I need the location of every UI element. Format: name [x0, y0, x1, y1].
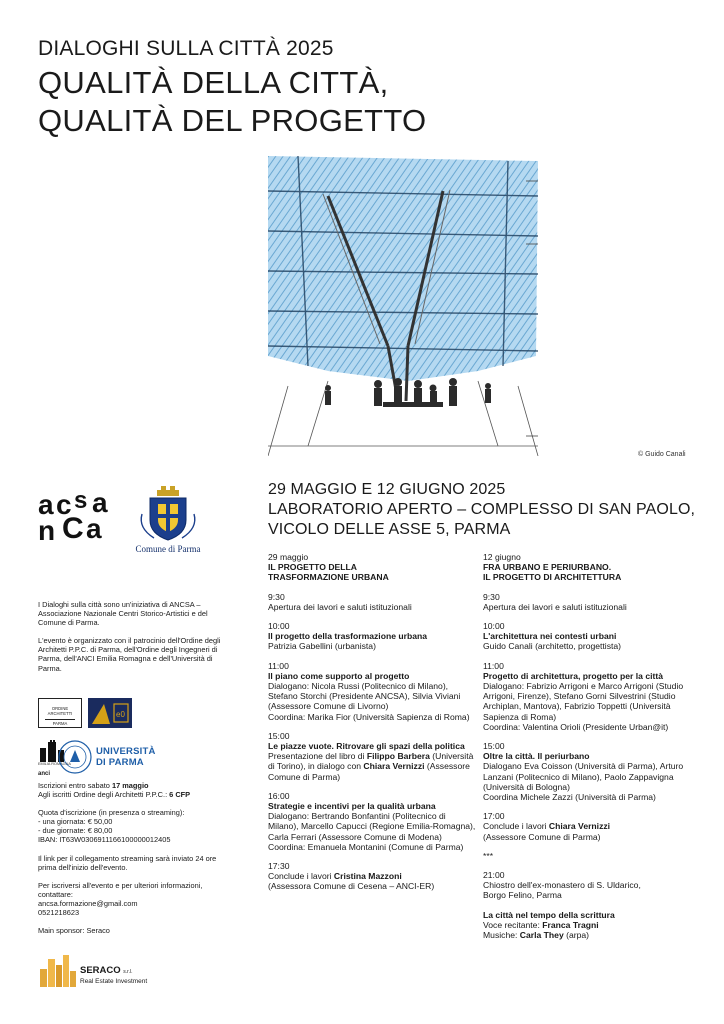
day2-s5-time: 17:00	[483, 811, 505, 822]
day2-s2-text: Guido Canali (architetto, progettista)	[483, 641, 622, 652]
day1-s5-text: Dialogano: Bertrando Bonfantini (Politecnico di Milano), Marcello Capucci (Regione Emilia-Romagna), Carla Ferrari (Assessore Comune di Modena)	[268, 811, 476, 842]
fee-two-days: - due giornate: € 80,00	[38, 826, 113, 836]
day2-s1-time: 9:30	[483, 591, 500, 602]
day2-s7-voice: Voce recitante: Franca Tragni	[483, 919, 599, 930]
day2-s4-time: 15:00	[483, 741, 505, 752]
day2-s3-text: Dialogano: Fabrizio Arrigoni e Marco Arrigoni (Studio Arrigoni, Firenze), Stefano Gorni Silvestrini (Studio Archiplan, Mantova), Fabrizio Toppetti (Università Sapienza di Roma)	[483, 681, 684, 722]
patron-logos-row2: EMILIA ROMAGNA anci UNIVERSITÀ DI PARMA	[38, 740, 198, 776]
day1-title-line2: TRASFORMAZIONE URBANA	[268, 572, 389, 583]
event-info	[268, 480, 698, 540]
program-day1	[268, 552, 476, 892]
comune-di-parma-logo	[128, 484, 208, 554]
poster-header	[38, 36, 688, 140]
main-title-line1: QUALITÀ DELLA CITTÀ,	[38, 65, 389, 100]
cfp-credits: Agli iscritti Ordine degli Architetti P.P.C.: 6 CFP	[38, 790, 191, 800]
enroll-deadline: Iscrizioni entro sabato 17 maggio	[38, 781, 149, 790]
day1-s2-text: Patrizia Gabellini (urbanista)	[268, 641, 376, 652]
event-dates: 29 MAGGIO E 12 GIUGNO 2025	[268, 481, 506, 498]
day1-s4-time: 15:00	[268, 730, 290, 741]
day1-date: 29 maggio	[268, 552, 309, 562]
day2-s6-place1: Chiostro dell'ex-monastero di S. Uldarico,	[483, 880, 641, 891]
day2-s4-title: Oltre la città. Il periurbano	[483, 751, 590, 762]
universita-line1: UNIVERSITÀ	[96, 746, 156, 757]
contact-intro: Per iscriversi all'evento e per ulteriori informazioni, contattare:	[38, 880, 203, 899]
day2-date: 12 giugno	[483, 552, 521, 562]
parma-crest-icon	[128, 484, 208, 542]
day1-s5-time: 16:00	[268, 790, 290, 801]
day2-s4-text: Dialogano Eva Coisson (Università di Parma), Arturo Lanzani (Politecnico di Milano), Paolo Zappavigna (Università di Bologna)	[483, 761, 684, 792]
day1-s3-title: Il piano come supporto al progetto	[268, 670, 410, 681]
info-column	[38, 600, 233, 682]
day1-title-line1: IL PROGETTO DELLA	[268, 562, 357, 573]
svg-text:C: C	[62, 512, 84, 542]
day1-s3-time: 11:00	[268, 660, 289, 671]
sponsor-subtitle: Real Estate Investment	[80, 978, 148, 985]
svg-text:c: c	[56, 490, 71, 520]
fee-one-day: - una giornata: € 50,00	[38, 817, 113, 827]
series-title: DIALOGHI SULLA CITTÀ 2025	[38, 37, 334, 60]
svg-text:n: n	[38, 515, 56, 542]
day2-s3-title: Progetto di architettura, progetto per la città	[483, 670, 664, 681]
patron-logos-row1	[38, 698, 148, 730]
day1-s1-text: Apertura dei lavori e saluti istituzionali	[268, 601, 412, 612]
day1-s2-title: Il progetto della trasformazione urbana	[268, 631, 428, 642]
intro-text: I Dialoghi sulla città sono un'iniziativa di ANCSA – Associazione Nazionale Centri Storico-Artistici e del Comune di Parma.	[38, 600, 208, 628]
patronage-text: L'evento è organizzato con il patrocinio dell'Ordine degli Architetti P.P.C. di Parma, dell'Ordine degli Ingegneri di Parma, dell'ANCI Emilia Romagna e dell'Università di Parma.	[38, 636, 221, 673]
seraco-skyline-icon	[38, 953, 78, 989]
enrollment-info	[38, 781, 233, 935]
day1-s6-time: 17:30	[268, 861, 290, 872]
day2-s3-time: 11:00	[483, 660, 504, 671]
venue-line2: VICOLO DELLE ASSE 5, PARMA	[268, 521, 511, 538]
program-day2	[483, 552, 698, 940]
day2-s6-time: 21:00	[483, 870, 505, 881]
day2-s5-text: Conclude i lavori Chiara Vernizzi	[483, 821, 611, 832]
iban: IBAN: IT63W0306911166100000012405	[38, 835, 171, 845]
svg-text:a: a	[92, 490, 108, 518]
day1-s4-text: Presentazione del libro di Filippo Barbera (Università di Torino), in dialogo con Chiara Vernizzi (Assessore Comune di Parma)	[268, 751, 474, 782]
main-sponsor: Main sponsor: Seraco	[38, 926, 110, 936]
separator: ***	[483, 850, 494, 861]
day2-s5-role: (Assessore Comune di Parma)	[483, 831, 601, 842]
ordine-ingegneri-logo	[88, 698, 132, 728]
seraco-logo: SERACO s.r.l. Real Estate Investment	[38, 953, 198, 989]
day1-s6-role: (Assessora Comune di Cesena – ANCI-ER)	[268, 881, 435, 892]
day2-s7-title: La città nel tempo della scrittura	[483, 909, 615, 920]
day1-s2-time: 10:00	[268, 621, 290, 632]
day2-s6-place2: Borgo Felino, Parma	[483, 890, 562, 901]
day1-s1-time: 9:30	[268, 591, 285, 602]
day2-title-line1: FRA URBANO E PERIURBANO.	[483, 562, 612, 573]
ordine-architetti-logo: ORDINE ARCHITETTI PARMA	[38, 698, 82, 728]
university-seal-icon	[58, 740, 92, 774]
architectural-sketch	[268, 156, 548, 456]
streaming-note: Il link per il collegamento streaming sarà inviato 24 ore prima dell'inizio dell'evento.	[38, 853, 217, 872]
day1-s3-text: Dialogano: Nicola Russi (Politecnico di Milano), Stefano Storchi (Presidente ANCSA), Silvia Viviani (Assessore Comune di Livorno)	[268, 681, 461, 712]
comune-di-parma-text: Comune di Parma	[135, 544, 201, 554]
day2-s1-text: Apertura dei lavori e saluti istituzionali	[483, 601, 627, 612]
day2-title-line2: IL PROGETTO DI ARCHITETTURA	[483, 572, 622, 583]
main-title-line2: QUALITÀ DEL PROGETTO	[38, 103, 427, 138]
image-credit: © Guido Canali	[638, 451, 686, 458]
day2-s2-time: 10:00	[483, 621, 505, 632]
ancsa-logo	[38, 490, 122, 542]
day1-s5-title: Strategie e incentivi per la qualità urbana	[268, 801, 436, 812]
svg-text:a: a	[86, 513, 102, 542]
universita-line2: DI PARMA	[96, 757, 144, 768]
day1-s3-coord: Coordina: Marika Fior (Università Sapienza di Roma)	[268, 711, 470, 722]
sponsor-name: SERACO	[80, 965, 121, 976]
svg-text:e0: e0	[116, 710, 125, 719]
contact-email[interactable]: ancsa.formazione@gmail.com	[38, 898, 138, 908]
anci-brand: anci	[38, 771, 51, 777]
venue-line1: LABORATORIO APERTO – COMPLESSO DI SAN PAOLO,	[268, 501, 696, 518]
day2-s2-title: L'architettura nei contesti urbani	[483, 631, 617, 642]
day2-s7-music: Musiche: Carla They (arpa)	[483, 930, 590, 941]
fee-title: Quota d'iscrizione (in presenza o streaming):	[38, 808, 185, 818]
contact-phone: 0521218623	[38, 908, 80, 918]
svg-text:s: s	[74, 490, 88, 514]
svg-text:a: a	[38, 490, 53, 520]
day1-s5-coord: Coordina: Emanuela Montanini (Comune di Parma)	[268, 841, 464, 852]
day2-s4-coord: Coordina Michele Zazzi (Università di Parma)	[483, 792, 656, 803]
day1-s6-text: Conclude i lavori Cristina Mazzoni	[268, 871, 402, 882]
day1-s4-title: Le piazze vuote. Ritrovare gli spazi della politica	[268, 741, 465, 752]
day2-s3-coord: Coordina: Valentina Orioli (Presidente Urban@it)	[483, 721, 669, 732]
